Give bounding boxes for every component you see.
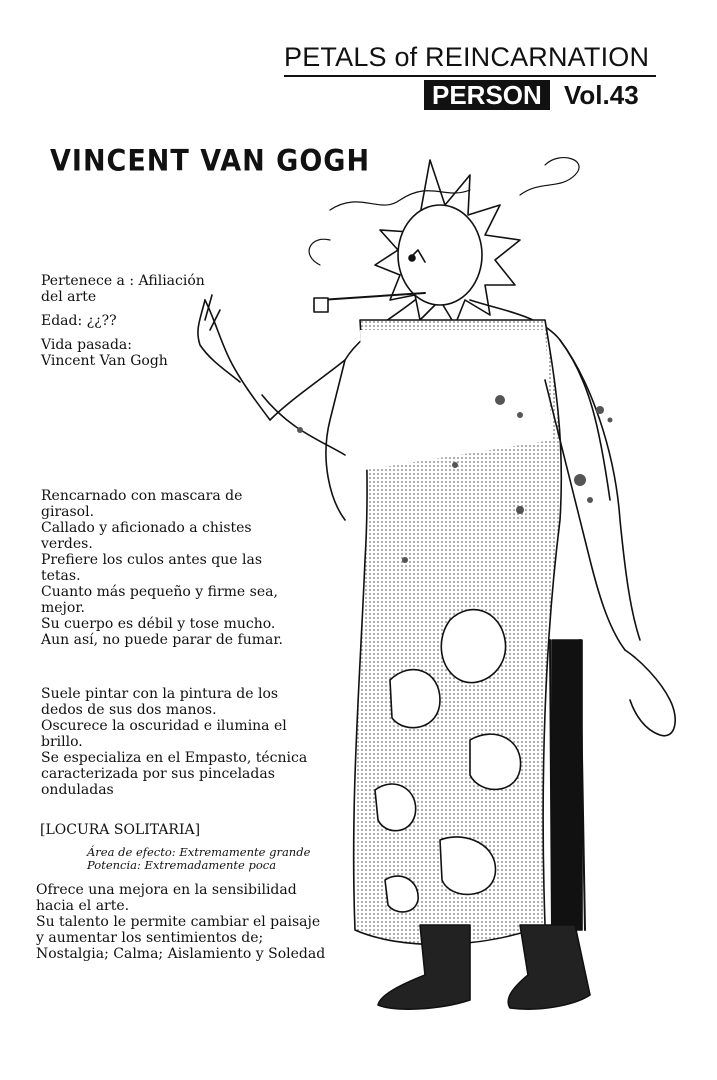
description-personality: Rencarnado con mascara de girasol. Callado y aficionado a chistes verdes. Prefiere los culos antes que las tetas. Cuanto más pequeño y firme sea, mejor. Su cuerpo es débil y tose mucho. Aun así, no puede parar de fumar.	[41, 488, 283, 648]
ability-name: [LOCURA SOLITARIA]	[40, 822, 201, 838]
series-title: PETALS of REINCARNATION	[284, 42, 650, 72]
person-badge: PERSON	[424, 80, 550, 110]
ability-power: Potencia: Extremadamente poca	[87, 858, 277, 872]
ability-effect: Ofrece una mejora en la sensibilidad hacia el arte. Su talento le permite cambiar el paisaje y aumentar los sentimientos de; Nostalgia; Calma; Aislamiento y Soledad	[36, 882, 326, 962]
description-painting: Suele pintar con la pintura de los dedos de sus dos manos. Oscurece la oscuridad e ilumina el brillo. Se especializa en el Empasto, técnica caracterizada por sus pinceladas onduladas	[41, 686, 308, 798]
profile-age: Edad: ¿¿??	[41, 313, 117, 329]
volume-label: Vol.43	[564, 80, 639, 110]
profile-past-life: Vida pasada: Vincent Van Gogh	[41, 337, 168, 369]
header-divider	[284, 75, 656, 77]
character-name: VINCENT VAN GOGH	[50, 144, 371, 179]
ability-area: Área de efecto: Extremamente grande	[87, 845, 311, 859]
profile-affiliation: Pertenece a : Afiliación del arte	[41, 273, 205, 305]
